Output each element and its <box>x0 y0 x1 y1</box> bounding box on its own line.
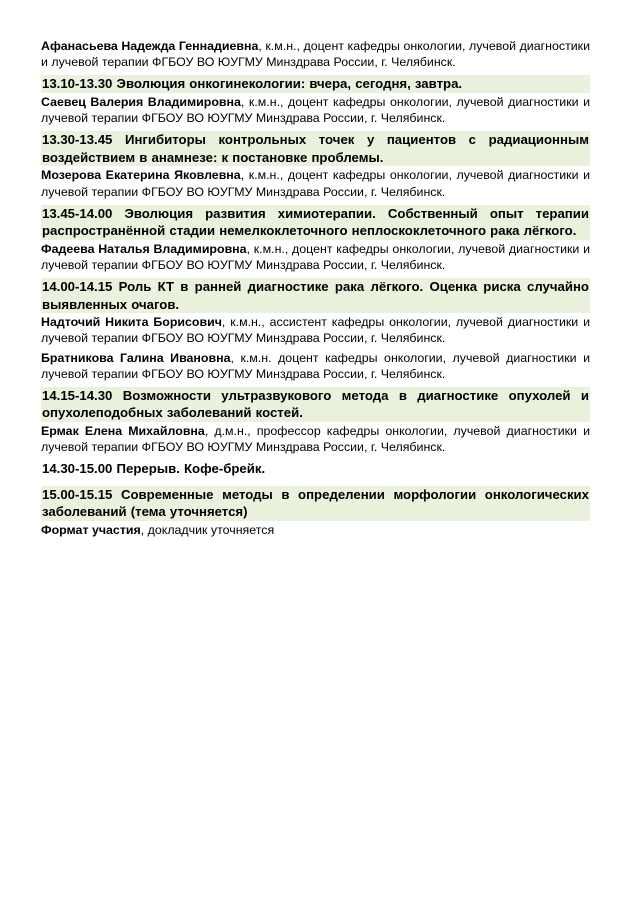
speaker-entry <box>41 350 590 382</box>
speaker-entry <box>41 167 590 199</box>
speaker-details: , к.м.н., доцент кафедры онкологии, лучевой диагностики и лучевой терапии ФГБОУ ВО ЮУГМУ Минздрава России, г. Челябинск. <box>41 94 591 126</box>
speaker-entry <box>41 241 590 273</box>
break-block <box>41 460 590 478</box>
speaker-name: Братникова Галина Ивановна <box>41 350 231 365</box>
session-title: 13.45-14.00 Эволюция развития химиотерапии. Собственный опыт терапии распространённой стадии немелкоклеточного неплоскоклеточного рака лёгкого. <box>42 205 589 239</box>
speaker-name: Афанасьева Надежда Геннадиевна <box>41 39 259 53</box>
speaker-details: , докладчик уточняется <box>140 522 275 537</box>
session-block <box>41 486 590 538</box>
speaker-entry <box>41 423 590 455</box>
intro-block <box>41 38 590 70</box>
speaker-details: , к.м.н., доцент кафедры онкологии, лучевой диагностики и лучевой терапии ФГБОУ ВО ЮУГМУ Минздрава России, г. Челябинск. <box>41 241 590 272</box>
speaker-details: , к.м.н., ассистент кафедры онкологии, лучевой диагностики и лучевой терапии ФГБОУ ВО ЮУГМУ Минздрава России, г. Челябинск. <box>41 315 591 346</box>
session-title: 15.00-15.15 Современные методы в определении морфологии онкологических заболеваний (тема уточняется) <box>42 486 589 520</box>
session-block <box>41 75 590 126</box>
speaker-name: Фадеева Наталья Владимировна <box>41 241 247 256</box>
break-title: 14.30-15.00 Перерыв. Кофе-брейк. <box>42 461 266 477</box>
speaker-details: , к.м.н., доцент кафедры онкологии, лучевой диагностики и лучевой терапии ФГБОУ ВО ЮУГМУ Минздрава России, г. Челябинск. <box>41 39 591 70</box>
speaker-name: Саевец Валерия Владимировна <box>41 94 241 109</box>
session-title: 13.30-13.45 Ингибиторы контрольных точек у пациентов с радиационным воздействием в анамнезе: к постановке проблемы. <box>42 132 589 165</box>
session-block <box>41 205 590 273</box>
session-block <box>41 387 590 455</box>
speaker-name: Формат участия <box>41 522 141 537</box>
speaker-entry <box>41 522 590 538</box>
session-block <box>41 278 590 382</box>
speaker-entry <box>41 314 590 346</box>
speaker-details: , к.м.н., доцент кафедры онкологии, лучевой диагностики и лучевой терапии ФГБОУ ВО ЮУГМУ Минздрава России, г. Челябинск. <box>41 168 590 199</box>
speaker-entry <box>41 38 590 70</box>
session-title: 13.10-13.30 Эволюция онкогинекологии: вчера, сегодня, завтра. <box>41 75 590 93</box>
session-title: 14.15-14.30 Возможности ультразвукового метода в диагностике опухолей и опухолеподобных заболеваний костей. <box>42 387 589 421</box>
session-block <box>41 131 590 199</box>
speaker-name: Мозерова Екатерина Яковлевна <box>41 168 241 183</box>
speaker-details: , к.м.н. доцент кафедры онкологии, лучевой диагностики и лучевой терапии ФГБОУ ВО ЮУГМУ Минздрава России, г. Челябинск. <box>41 350 590 381</box>
speaker-name: Ермак Елена Михайловна <box>41 423 205 438</box>
session-title: 14.00-14.15 Роль КТ в ранней диагностике рака лёгкого. Оценка риска случайно выявленных очагов. <box>42 279 589 312</box>
speaker-name: Надточий Никита Борисович <box>41 315 222 330</box>
speaker-details: , д.м.н., профессор кафедры онкологии, лучевой диагностики и лучевой терапии ФГБОУ ВО ЮУГМУ Минздрава России, г. Челябинск. <box>41 423 590 455</box>
speaker-entry <box>41 94 590 126</box>
